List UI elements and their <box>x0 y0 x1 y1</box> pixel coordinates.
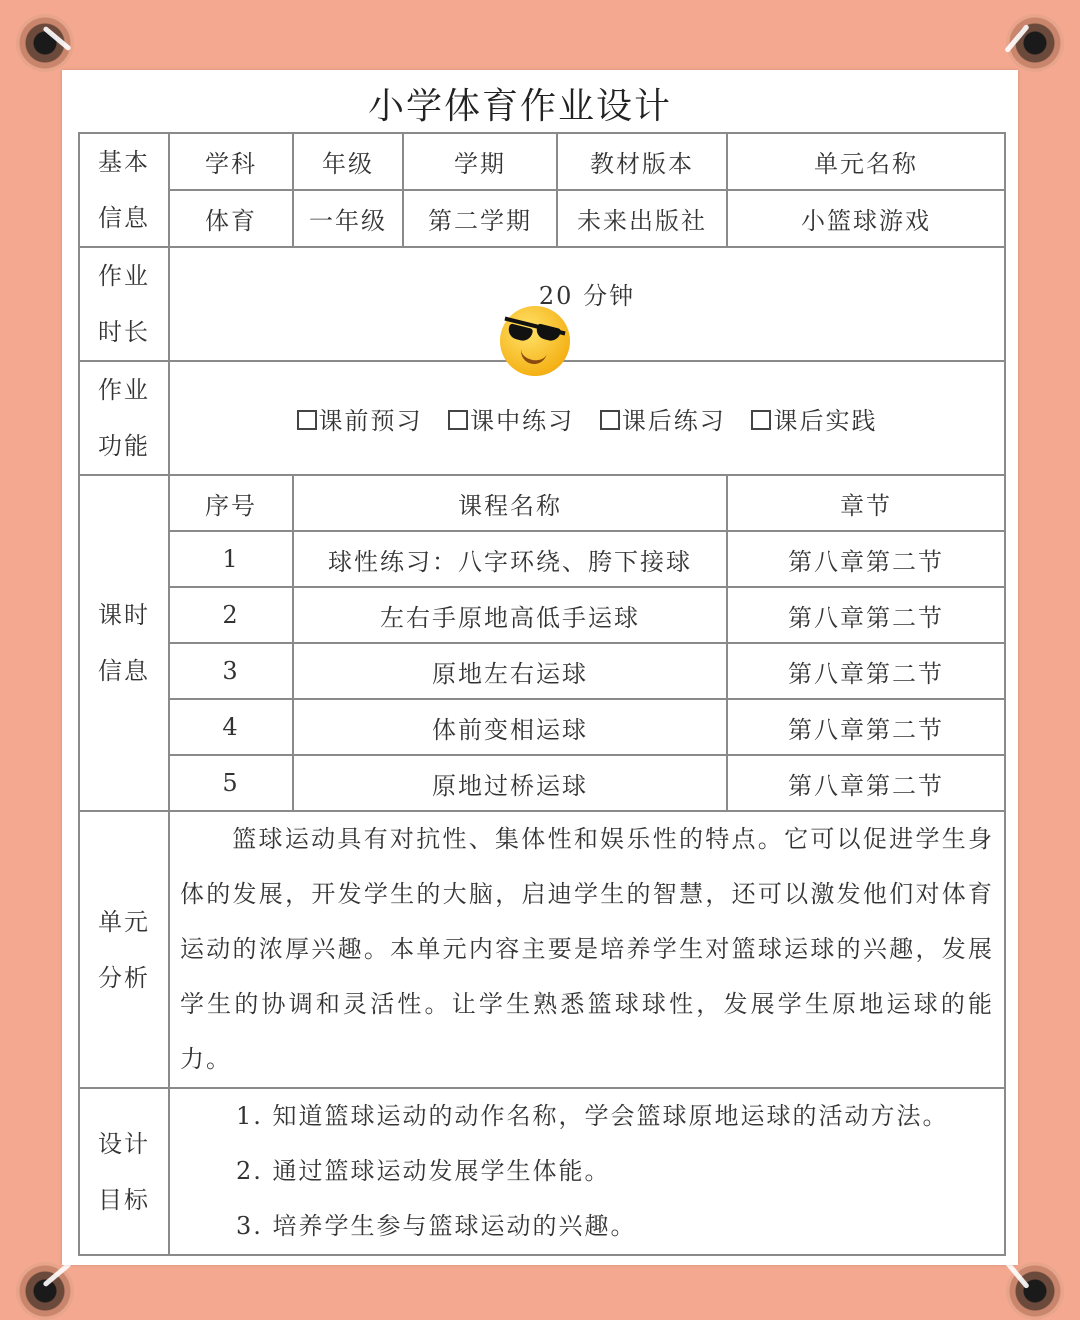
value-unit: 小篮球游戏 <box>727 190 1005 247</box>
function-label: 作业 功能 <box>79 361 169 475</box>
design-goals-row <box>79 1088 1005 1255</box>
grommet-icon <box>1006 1262 1064 1320</box>
lesson-name: 球性练习：八字环绕、胯下接球 <box>293 531 727 587</box>
header-term: 学期 <box>403 133 557 190</box>
table-row <box>79 755 1005 811</box>
lesson-no: 5 <box>169 755 293 811</box>
unit-analysis-row <box>79 811 1005 1088</box>
lesson-chapter: 第八章第二节 <box>727 531 1005 587</box>
lesson-no: 4 <box>169 699 293 755</box>
table-row <box>79 531 1005 587</box>
function-row <box>79 361 1005 475</box>
lessons-header-row <box>79 475 1005 531</box>
table-row <box>79 587 1005 643</box>
value-grade: 一年级 <box>293 190 403 247</box>
grommet-icon <box>16 1262 74 1320</box>
checkbox-after-class-activity[interactable]: 课后实践 <box>751 407 877 435</box>
page-title: 小学体育作业设计 <box>367 86 672 127</box>
duration-label: 作业 时长 <box>79 247 169 361</box>
lesson-no: 2 <box>169 587 293 643</box>
lesson-chapter: 第八章第二节 <box>727 587 1005 643</box>
grommet-icon <box>1006 14 1064 72</box>
value-term: 第二学期 <box>403 190 557 247</box>
duration-cell <box>169 247 1005 361</box>
header-no: 序号 <box>169 475 293 531</box>
lesson-chapter: 第八章第二节 <box>727 755 1005 811</box>
lesson-name: 原地过桥运球 <box>293 755 727 811</box>
table-row <box>79 699 1005 755</box>
sunglasses-emoji-icon <box>500 306 570 376</box>
header-unit: 单元名称 <box>727 133 1005 190</box>
lesson-no: 1 <box>169 531 293 587</box>
checkbox-pre-class[interactable]: 课前预习 <box>297 407 423 435</box>
header-subject: 学科 <box>169 133 293 190</box>
value-subject: 体育 <box>169 190 293 247</box>
unit-analysis-text: 篮球运动具有对抗性、集体性和娱乐性的特点。它可以促进学生身体的发展，开发学生的大脑，启迪学生的智慧，还可以激发他们对体育运动的浓厚兴趣。本单元内容主要是培养学生对篮球运球的兴趣，发展学生的协调和灵活性。让学生熟悉篮球球性，发展学生原地运球的能力。 <box>169 811 1005 1088</box>
checkbox-icon <box>297 410 317 430</box>
grommet-icon <box>16 14 74 72</box>
homework-design-table <box>78 132 1006 1256</box>
header-grade: 年级 <box>293 133 403 190</box>
list-item: 2. 通过篮球运动发展学生体能。 <box>236 1157 611 1185</box>
checkbox-icon <box>751 410 771 430</box>
lesson-name: 左右手原地高低手运球 <box>293 587 727 643</box>
duration-row <box>79 247 1005 361</box>
unit-analysis-label: 单元 分析 <box>79 811 169 1088</box>
checkbox-in-class[interactable]: 课中练习 <box>448 407 574 435</box>
lessons-label: 课时 信息 <box>79 475 169 811</box>
value-textbook: 未来出版社 <box>557 190 727 247</box>
lesson-chapter: 第八章第二节 <box>727 643 1005 699</box>
lesson-name: 原地左右运球 <box>293 643 727 699</box>
duration-value: 20 分钟 <box>538 282 636 310</box>
checkbox-icon <box>600 410 620 430</box>
design-goals-list <box>169 1088 1005 1255</box>
lesson-no: 3 <box>169 643 293 699</box>
header-textbook: 教材版本 <box>557 133 727 190</box>
list-item: 3. 培养学生参与篮球运动的兴趣。 <box>236 1212 637 1240</box>
design-goals-label: 设计 目标 <box>79 1088 169 1255</box>
header-chapter: 章节 <box>727 475 1005 531</box>
lesson-chapter: 第八章第二节 <box>727 699 1005 755</box>
checkbox-after-class-practice[interactable]: 课后练习 <box>600 407 726 435</box>
list-item: 1. 知道篮球运动的动作名称，学会篮球原地运球的活动方法。 <box>236 1102 949 1130</box>
basic-info-label: 基本 信息 <box>79 133 169 247</box>
lesson-name: 体前变相运球 <box>293 699 727 755</box>
table-row <box>79 643 1005 699</box>
header-course: 课程名称 <box>293 475 727 531</box>
checkbox-icon <box>448 410 468 430</box>
function-options <box>169 361 1005 475</box>
basic-info-value-row <box>79 190 1005 247</box>
basic-info-header-row <box>79 133 1005 190</box>
